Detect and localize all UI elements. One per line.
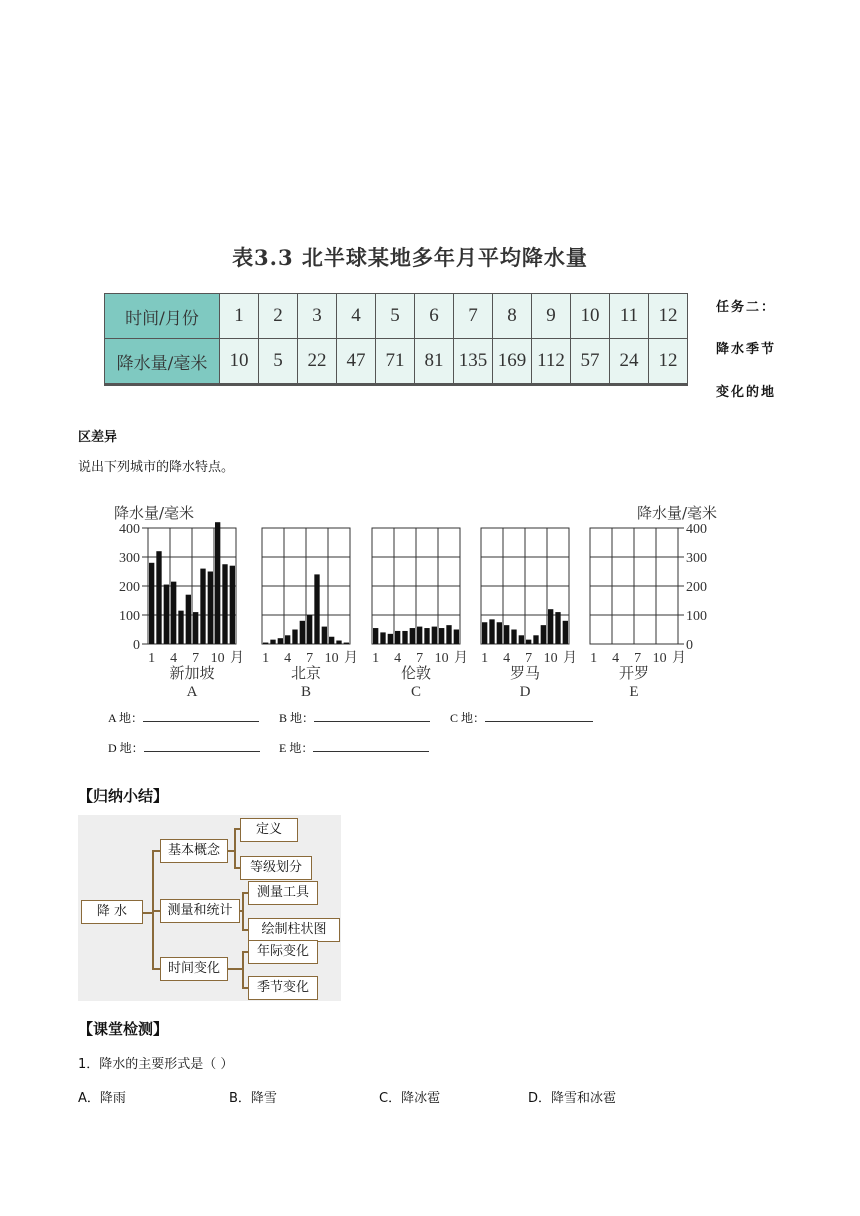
task-line-4: 区差异 bbox=[78, 430, 118, 445]
y-tick-label-right: 0 bbox=[686, 638, 693, 653]
y-tick-label-left: 400 bbox=[119, 522, 140, 537]
question-1: 1．降水的主要形式是（ ） bbox=[78, 1057, 234, 1072]
bar bbox=[222, 564, 227, 644]
x-tick-label: 4 bbox=[394, 651, 402, 666]
x-tick-label: 1 bbox=[148, 651, 156, 666]
bar bbox=[526, 640, 531, 644]
bar bbox=[285, 635, 290, 644]
bar bbox=[519, 635, 524, 644]
city-letter: C bbox=[410, 684, 422, 698]
bar bbox=[511, 630, 516, 645]
precip-table bbox=[104, 293, 688, 386]
x-tick-label: 10 bbox=[434, 651, 449, 666]
node-annual-change: 年际变化 bbox=[248, 940, 318, 964]
month-cell: 5 bbox=[376, 294, 415, 339]
x-tick-label: 4 bbox=[503, 651, 511, 666]
precip-cell: 24 bbox=[610, 339, 649, 385]
month-cell: 1 bbox=[220, 294, 259, 339]
x-tick-label: 7 bbox=[525, 651, 533, 666]
x-tick-label: 7 bbox=[416, 651, 424, 666]
bar bbox=[432, 627, 437, 644]
bar bbox=[548, 609, 553, 644]
connector bbox=[234, 828, 236, 868]
bar bbox=[149, 563, 154, 644]
precip-cell: 22 bbox=[298, 339, 337, 385]
x-tick-label: 10 bbox=[652, 651, 667, 666]
row-label-precip: 降水量/毫米 bbox=[105, 339, 220, 385]
option-c[interactable]: C．降冰雹 bbox=[379, 1091, 441, 1106]
node-basic-concept: 基本概念 bbox=[160, 839, 228, 863]
y-tick-label-right: 200 bbox=[686, 580, 707, 595]
option-b[interactable]: B．降雪 bbox=[229, 1091, 277, 1106]
precip-cell: 71 bbox=[376, 339, 415, 385]
bar bbox=[533, 635, 538, 644]
x-tick-label: 4 bbox=[284, 651, 292, 666]
city-name: 伦敦 bbox=[400, 664, 432, 682]
y-tick-label-right: 300 bbox=[686, 551, 707, 566]
bar bbox=[208, 572, 213, 645]
bar bbox=[344, 643, 349, 644]
bar bbox=[263, 643, 268, 644]
precip-cell: 112 bbox=[532, 339, 571, 385]
bar bbox=[380, 632, 385, 644]
x-tick-label: 4 bbox=[170, 651, 178, 666]
task-line-1: 任务二： bbox=[716, 300, 777, 315]
option-d[interactable]: D．降雪和冰雹 bbox=[528, 1091, 617, 1106]
month-cell: 9 bbox=[532, 294, 571, 339]
bar bbox=[178, 611, 183, 644]
x-unit-label: 月 bbox=[344, 650, 358, 666]
y-tick-label-right: 400 bbox=[686, 522, 707, 537]
bar bbox=[186, 595, 191, 644]
table-row-months bbox=[105, 294, 688, 339]
bar bbox=[193, 612, 198, 644]
y-tick-label-left: 0 bbox=[133, 638, 140, 653]
bar bbox=[200, 569, 205, 644]
x-tick-label: 10 bbox=[324, 651, 339, 666]
answer-d bbox=[108, 739, 260, 756]
node-seasonal-change: 季节变化 bbox=[248, 976, 318, 1000]
connector bbox=[242, 892, 244, 930]
answer-a-blank[interactable] bbox=[143, 709, 259, 722]
city-letter: D bbox=[519, 684, 531, 698]
task-instruction: 说出下列城市的降水特点。 bbox=[78, 460, 235, 475]
x-unit-label: 月 bbox=[454, 650, 468, 666]
answer-e-blank[interactable] bbox=[313, 739, 429, 752]
precip-cell: 47 bbox=[337, 339, 376, 385]
x-tick-label: 1 bbox=[481, 651, 489, 666]
x-tick-label: 10 bbox=[543, 651, 558, 666]
bar bbox=[314, 574, 319, 644]
month-cell: 3 bbox=[298, 294, 337, 339]
y-tick-label-right: 100 bbox=[686, 609, 707, 624]
x-unit-label: 月 bbox=[563, 650, 577, 666]
node-time-change: 时间变化 bbox=[160, 957, 228, 981]
city-name: 罗马 bbox=[509, 664, 541, 682]
bar bbox=[454, 630, 459, 645]
connector bbox=[152, 968, 160, 970]
bar bbox=[164, 585, 169, 644]
bar bbox=[410, 628, 415, 644]
task-line-3: 变化的地 bbox=[716, 385, 777, 400]
node-root: 降 水 bbox=[81, 900, 143, 924]
x-unit-label: 月 bbox=[672, 650, 686, 666]
bar bbox=[482, 622, 487, 644]
precip-cell: 12 bbox=[649, 339, 688, 385]
bar bbox=[563, 621, 568, 644]
connector bbox=[152, 850, 160, 852]
y-tick-label-left: 300 bbox=[119, 551, 140, 566]
node-level-division: 等级划分 bbox=[240, 856, 312, 880]
answer-a bbox=[108, 709, 259, 726]
x-tick-label: 7 bbox=[306, 651, 314, 666]
precip-cell: 10 bbox=[220, 339, 259, 385]
city-name: 北京 bbox=[290, 664, 322, 682]
node-measure-tool: 测量工具 bbox=[248, 881, 318, 905]
table-row-precip bbox=[105, 339, 688, 385]
answer-c-label: C 地： bbox=[450, 711, 486, 725]
bar bbox=[230, 566, 235, 644]
city-letter: A bbox=[186, 684, 198, 698]
bar bbox=[497, 622, 502, 644]
precip-cell: 81 bbox=[415, 339, 454, 385]
bar bbox=[300, 621, 305, 644]
concept-map bbox=[78, 815, 341, 1001]
month-cell: 10 bbox=[571, 294, 610, 339]
bar bbox=[329, 637, 334, 644]
bar bbox=[439, 628, 444, 644]
bar bbox=[395, 631, 400, 644]
precip-cell: 57 bbox=[571, 339, 610, 385]
month-cell: 6 bbox=[415, 294, 454, 339]
answer-b-blank[interactable] bbox=[314, 709, 430, 722]
option-a[interactable]: A．降雨 bbox=[78, 1091, 126, 1106]
x-tick-label: 1 bbox=[262, 651, 270, 666]
x-tick-label: 7 bbox=[634, 651, 642, 666]
month-cell: 8 bbox=[493, 294, 532, 339]
city-letter: B bbox=[300, 684, 312, 698]
answer-d-blank[interactable] bbox=[144, 739, 260, 752]
bar bbox=[215, 522, 220, 644]
y-tick-label-left: 200 bbox=[119, 580, 140, 595]
x-unit-label: 月 bbox=[230, 650, 244, 666]
bar bbox=[424, 628, 429, 644]
x-tick-label: 1 bbox=[590, 651, 598, 666]
bar bbox=[388, 634, 393, 644]
y-axis-label-right: 降水量/毫米 bbox=[637, 504, 718, 522]
bar bbox=[417, 627, 422, 644]
answer-c bbox=[450, 709, 593, 726]
bar bbox=[336, 641, 341, 644]
y-tick-label-left: 100 bbox=[119, 609, 140, 624]
node-definition: 定义 bbox=[240, 818, 298, 842]
bar bbox=[278, 638, 283, 644]
city-name: 新加坡 bbox=[169, 664, 215, 682]
month-cell: 2 bbox=[259, 294, 298, 339]
connector bbox=[152, 910, 160, 912]
month-cell: 7 bbox=[454, 294, 493, 339]
node-measure-stats: 测量和统计 bbox=[160, 899, 240, 923]
x-tick-label: 1 bbox=[372, 651, 380, 666]
bar bbox=[504, 625, 509, 644]
table-title: 表3.3 北半球某地多年月平均降水量 bbox=[232, 245, 588, 270]
city-name: 开罗 bbox=[618, 664, 650, 682]
x-tick-label: 10 bbox=[210, 651, 225, 666]
precip-cell: 169 bbox=[493, 339, 532, 385]
month-cell: 11 bbox=[610, 294, 649, 339]
bar bbox=[373, 628, 378, 644]
bar bbox=[322, 627, 327, 644]
answer-e bbox=[279, 739, 429, 756]
answer-e-label: E 地： bbox=[279, 741, 314, 755]
precip-cell: 5 bbox=[259, 339, 298, 385]
answer-d-label: D 地： bbox=[108, 741, 144, 755]
bar bbox=[307, 615, 312, 644]
x-tick-label: 4 bbox=[612, 651, 620, 666]
summary-heading: 【归纳小结】 bbox=[78, 787, 169, 805]
answer-a-label: A 地： bbox=[108, 711, 144, 725]
bar bbox=[541, 625, 546, 644]
row-label-months: 时间/月份 bbox=[105, 294, 220, 339]
answer-b bbox=[279, 709, 430, 726]
bar bbox=[555, 612, 560, 644]
bar bbox=[171, 582, 176, 644]
bar bbox=[270, 640, 275, 644]
answer-c-blank[interactable] bbox=[485, 709, 593, 722]
bar bbox=[446, 625, 451, 644]
bar bbox=[156, 551, 161, 644]
precip-cell: 135 bbox=[454, 339, 493, 385]
connector bbox=[242, 951, 244, 988]
connector bbox=[142, 912, 152, 914]
bar bbox=[292, 630, 297, 645]
quiz-heading: 【课堂检测】 bbox=[78, 1020, 169, 1038]
node-draw-bar-chart: 绘制柱状图 bbox=[248, 918, 340, 942]
bar bbox=[489, 619, 494, 644]
city-letter: E bbox=[629, 684, 639, 698]
task-line-2: 降水季节 bbox=[716, 342, 777, 357]
bar bbox=[402, 631, 407, 644]
connector bbox=[226, 968, 242, 970]
x-tick-label: 7 bbox=[192, 651, 200, 666]
y-axis-label-left: 降水量/毫米 bbox=[114, 504, 195, 522]
answer-b-label: B 地： bbox=[279, 711, 315, 725]
precip-charts bbox=[100, 498, 760, 698]
month-cell: 4 bbox=[337, 294, 376, 339]
month-cell: 12 bbox=[649, 294, 688, 339]
